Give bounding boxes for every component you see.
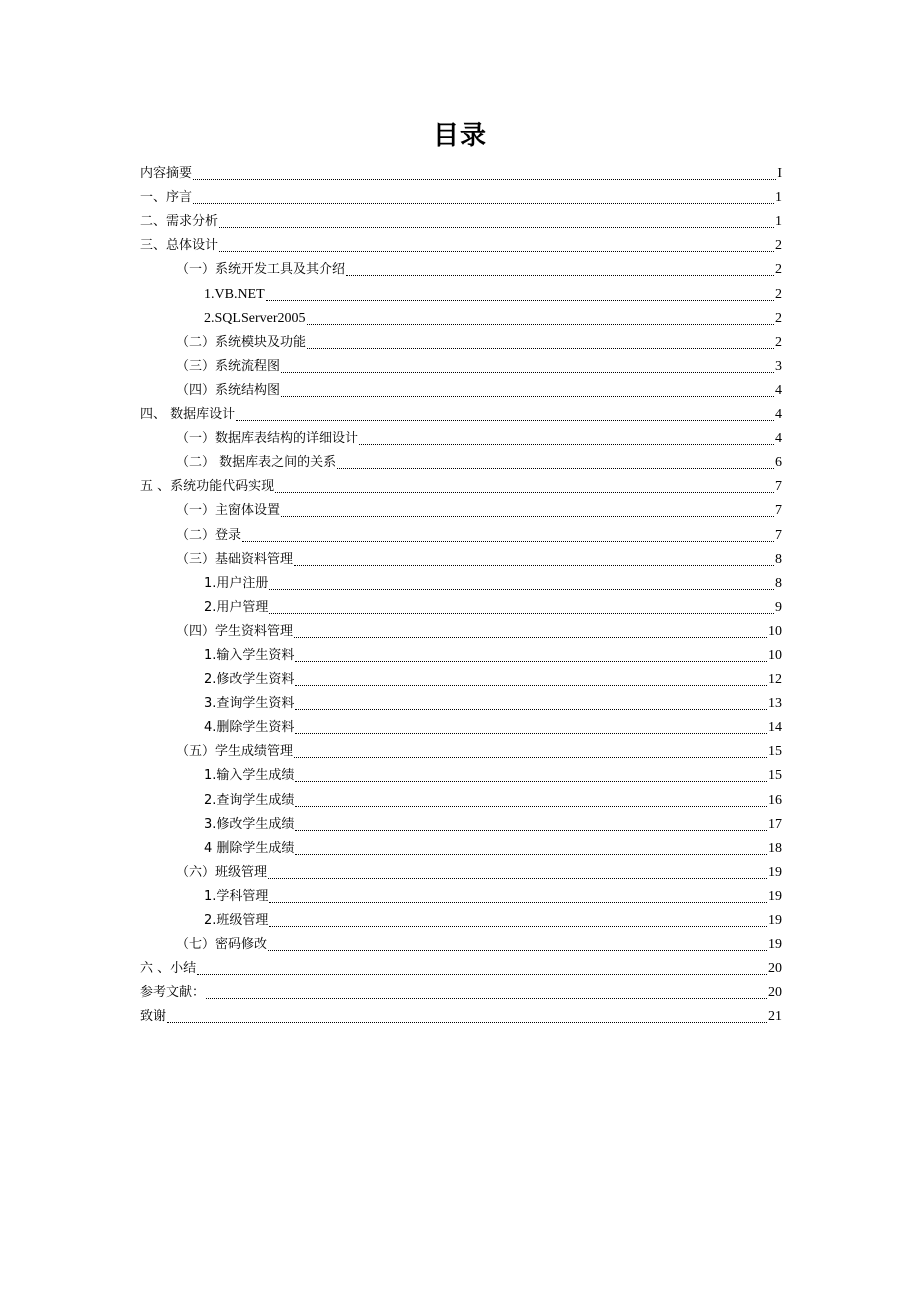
toc-dot-leader [281, 515, 774, 517]
toc-entry-title: 1.用户注册 [204, 575, 269, 591]
toc-entry[interactable] [140, 425, 782, 449]
toc-page-number: 4 [775, 382, 782, 398]
toc-entry-title: 五 、系统功能代码实现 [140, 479, 275, 495]
toc-entry-title: 2.SQLServer2005 [204, 310, 306, 326]
toc-page-number: 16 [768, 792, 782, 808]
toc-entry[interactable] [140, 1003, 782, 1027]
toc-dot-leader [197, 973, 767, 975]
toc-dot-leader [193, 178, 776, 180]
toc-dot-leader [337, 467, 774, 469]
toc-dot-leader [269, 612, 774, 614]
toc-entry-title: （一）系统开发工具及其介绍 [176, 262, 346, 278]
toc-entry[interactable] [140, 714, 782, 738]
toc-dot-leader [206, 997, 767, 999]
toc-page-number: 19 [768, 913, 782, 928]
toc-page-number: 6 [775, 455, 782, 471]
toc-page-number: 18 [768, 840, 782, 856]
toc-page-number: 1 [775, 190, 782, 206]
toc-page-number: 9 [775, 599, 782, 615]
toc-dot-leader [295, 660, 767, 662]
toc-page-number: 15 [768, 744, 782, 760]
toc-entry-title: 2.班级管理 [204, 913, 269, 928]
toc-entry[interactable] [140, 401, 782, 425]
toc-dot-leader [269, 588, 774, 590]
toc-dot-leader [295, 780, 767, 782]
toc-entry-title: 四、 数据库设计 [140, 407, 236, 423]
toc-entry[interactable] [140, 979, 782, 1003]
toc-entry-title: 4.删除学生资料 [204, 720, 295, 736]
toc-dot-leader [281, 371, 774, 373]
toc-entry[interactable] [140, 160, 782, 184]
toc-entry-title: （二）系统模块及功能 [176, 334, 307, 350]
toc-entry[interactable] [140, 473, 782, 497]
toc-page-number: 4 [775, 407, 782, 423]
toc-dot-leader [219, 226, 774, 228]
toc-entry[interactable] [140, 546, 782, 570]
toc-page-number: 2 [775, 334, 782, 350]
toc-dot-leader [242, 540, 774, 542]
toc-dot-leader [281, 395, 774, 397]
toc-page-number: 14 [768, 720, 782, 736]
toc-page-number: 1 [775, 214, 782, 230]
toc-page-number: 12 [768, 672, 782, 688]
toc-dot-leader [346, 274, 774, 276]
toc-entry-title: （五）学生成绩管理 [176, 744, 294, 760]
toc-dot-leader [269, 901, 767, 903]
toc-page-number: 2 [775, 238, 782, 254]
toc-entry[interactable] [140, 208, 782, 232]
toc-entry-title: 1.VB.NET [204, 286, 265, 302]
toc-entry-title: 1.输入学生资料 [204, 647, 295, 663]
toc-entry[interactable] [140, 329, 782, 353]
toc-entry-title: （三）基础资料管理 [176, 551, 294, 567]
toc-dot-leader [294, 564, 774, 566]
toc-entry-title: 致谢 [140, 1009, 167, 1025]
toc-entry-title: 3.查询学生资料 [204, 696, 295, 712]
toc-entry-title: （六）班级管理 [176, 864, 268, 880]
toc-entry[interactable] [140, 907, 782, 931]
toc-dot-leader [295, 829, 767, 831]
toc-entry-title: 2.用户管理 [204, 599, 269, 615]
toc-entry-title: 2.修改学生资料 [204, 672, 295, 688]
toc-entry[interactable] [140, 570, 782, 594]
toc-page-number: I [777, 166, 782, 182]
toc-page-number: 8 [775, 575, 782, 591]
toc-page-number: 2 [775, 310, 782, 326]
toc-entry[interactable] [140, 377, 782, 401]
toc-entry[interactable] [140, 811, 782, 835]
toc-entry[interactable] [140, 786, 782, 810]
toc-list [140, 160, 782, 1027]
toc-entry-title: （一）主窗体设置 [176, 503, 281, 519]
toc-entry[interactable] [140, 835, 782, 859]
toc-dot-leader [193, 202, 774, 204]
toc-page-number: 19 [768, 888, 782, 904]
toc-page-number: 13 [768, 696, 782, 712]
toc-entry-title: 三、总体设计 [140, 238, 219, 254]
toc-entry-title: （一）数据库表结构的详细设计 [176, 431, 359, 447]
toc-entry[interactable] [140, 931, 782, 955]
toc-entry[interactable] [140, 738, 782, 762]
toc-page-number: 15 [768, 768, 782, 784]
toc-dot-leader [266, 299, 774, 301]
toc-entry-title: 二、需求分析 [140, 214, 219, 230]
toc-entry[interactable] [140, 353, 782, 377]
toc-dot-leader [359, 443, 774, 445]
toc-dot-leader [269, 925, 767, 927]
toc-entry[interactable] [140, 449, 782, 473]
toc-entry[interactable] [140, 497, 782, 521]
toc-page-number: 7 [775, 527, 782, 543]
toc-dot-leader [268, 949, 767, 951]
toc-entry[interactable] [140, 232, 782, 256]
toc-page-number: 3 [775, 358, 782, 374]
toc-entry[interactable] [140, 305, 782, 329]
toc-entry[interactable] [140, 883, 782, 907]
toc-dot-leader [275, 491, 774, 493]
toc-page-number: 19 [768, 864, 782, 880]
toc-page-number: 10 [768, 647, 782, 663]
toc-entry-title: 内容摘要 [140, 166, 193, 182]
toc-entry[interactable] [140, 618, 782, 642]
toc-entry[interactable] [140, 955, 782, 979]
toc-entry-title: 2.查询学生成绩 [204, 792, 295, 808]
toc-dot-leader [295, 684, 767, 686]
toc-title: 目录 [432, 121, 487, 151]
toc-page-number: 20 [768, 961, 782, 977]
toc-entry-title: （二） 数据库表之间的关系 [176, 455, 337, 471]
toc-page-number: 19 [768, 937, 782, 953]
toc-dot-leader [295, 805, 767, 807]
toc-dot-leader [294, 636, 767, 638]
toc-dot-leader [295, 708, 767, 710]
toc-page-number: 8 [775, 551, 782, 567]
toc-entry[interactable] [140, 859, 782, 883]
toc-dot-leader [307, 323, 775, 325]
toc-entry[interactable] [140, 594, 782, 618]
toc-entry[interactable] [140, 762, 782, 786]
toc-dot-leader [167, 1021, 767, 1023]
toc-entry[interactable] [140, 642, 782, 666]
toc-entry-title: 1.输入学生成绩 [204, 768, 295, 784]
toc-dot-leader [236, 419, 774, 421]
toc-entry-title: （三）系统流程图 [176, 358, 281, 374]
toc-entry[interactable] [140, 666, 782, 690]
toc-page-number: 17 [768, 816, 782, 832]
toc-entry-title: 4 删除学生成绩 [204, 840, 295, 856]
toc-entry[interactable] [140, 690, 782, 714]
toc-entry[interactable] [140, 521, 782, 545]
toc-page-number: 21 [768, 1009, 782, 1025]
toc-page-number: 7 [775, 479, 782, 495]
toc-dot-leader [294, 756, 767, 758]
toc-entry[interactable] [140, 280, 782, 304]
toc-entry[interactable] [140, 256, 782, 280]
toc-page-number: 10 [768, 623, 782, 639]
toc-entry[interactable] [140, 184, 782, 208]
toc-entry-title: 六 、小结 [140, 961, 197, 977]
toc-entry-title: （四）学生资料管理 [176, 623, 294, 639]
toc-dot-leader [219, 250, 774, 252]
toc-entry-title: （七）密码修改 [176, 937, 268, 953]
toc-entry-title: 一、序言 [140, 190, 193, 206]
toc-dot-leader [295, 853, 767, 855]
toc-dot-leader [295, 732, 767, 734]
toc-dot-leader [268, 877, 767, 879]
toc-entry-title: （四）系统结构图 [176, 382, 281, 398]
toc-entry-title: 3.修改学生成绩 [204, 816, 295, 832]
toc-page-number: 4 [775, 431, 782, 447]
toc-page-number: 2 [775, 286, 782, 302]
toc-entry-title: （二）登录 [176, 527, 242, 543]
toc-page-number: 7 [775, 503, 782, 519]
toc-dot-leader [307, 347, 774, 349]
toc-entry-title: 参考文献： [140, 985, 206, 1001]
toc-entry-title: 1.学科管理 [204, 888, 269, 904]
toc-page-number: 20 [768, 985, 782, 1001]
toc-page-number: 2 [775, 262, 782, 278]
